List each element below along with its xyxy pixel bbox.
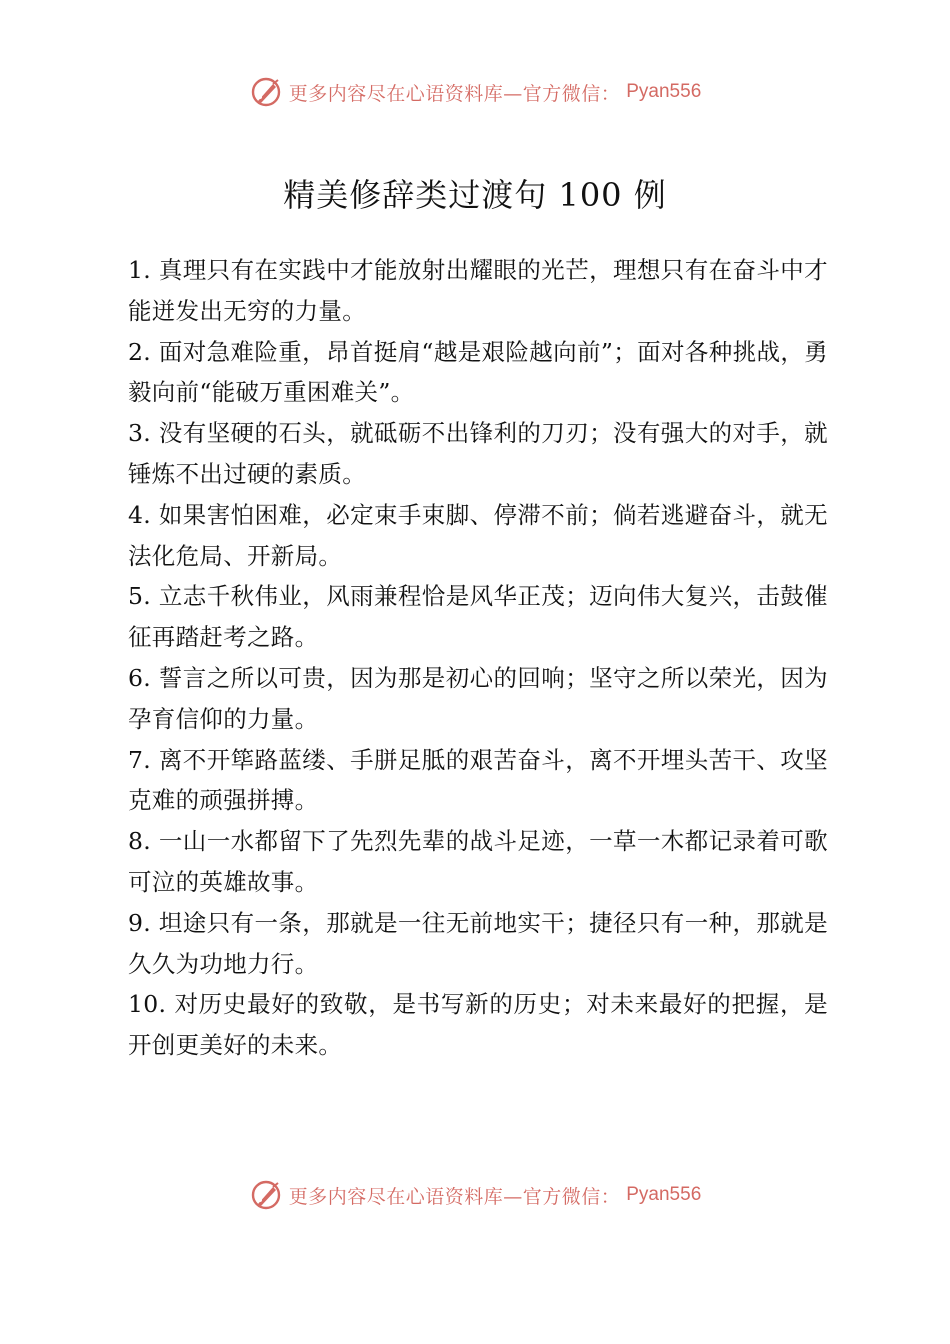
document-body: [128, 250, 828, 1066]
list-item: 7. 离不开筚路蓝缕、手胼足胝的艰苦奋斗，离不开埋头苦干、攻坚克难的顽强拼搏。: [128, 745, 828, 815]
list-item: 9. 坦途只有一条，那就是一往无前地实干；捷径只有一种，那就是久久为功地力行。: [128, 908, 828, 978]
header-banner: [0, 72, 950, 112]
list-item: 6. 誓言之所以可贵，因为那是初心的回响；坚守之所以荣光，因为孕育信仰的力量。: [128, 663, 828, 733]
wechat-handle: Pyan556: [626, 81, 702, 102]
banner-text: 更多内容尽在心语资料库—官方微信：: [288, 1185, 621, 1208]
list-item: 4. 如果害怕困难，必定束手束脚、停滞不前；倘若逃避奋斗，就无法化危局、开新局。: [128, 500, 828, 570]
list-item: 8. 一山一水都留下了先烈先辈的战斗足迹，一草一木都记录着可歌可泣的英雄故事。: [128, 827, 828, 896]
banner-text: 更多内容尽在心语资料库—官方微信：: [288, 82, 621, 105]
list-item: 3. 没有坚硬的石头，就砥砺不出锋利的刀刃；没有强大的对手，就锤炼不出过硬的素质。: [128, 419, 828, 488]
document-title: 精美修辞类过渡句 100 例: [283, 176, 667, 214]
wechat-handle: Pyan556: [626, 1184, 702, 1205]
list-item: 1. 真理只有在实践中才能放射出耀眼的光芒，理想只有在奋斗中才能迸发出无穷的力量。: [128, 256, 828, 325]
pen-logo-icon: [249, 75, 283, 109]
list-item: 2. 面对急难险重，昂首挺肩“越是艰险越向前”；面对各种挑战，勇毅向前“能破万重困难关”。: [128, 337, 828, 407]
footer-banner: [0, 1175, 950, 1215]
list-item: 10. 对历史最好的致敬，是书写新的历史；对未来最好的把握，是开创更美好的未来。: [128, 990, 828, 1060]
list-item: 5. 立志千秋伟业，风雨兼程恰是风华正茂；迈向伟大复兴，击鼓催征再踏赶考之路。: [128, 582, 828, 652]
pen-logo-icon: [249, 1178, 283, 1212]
